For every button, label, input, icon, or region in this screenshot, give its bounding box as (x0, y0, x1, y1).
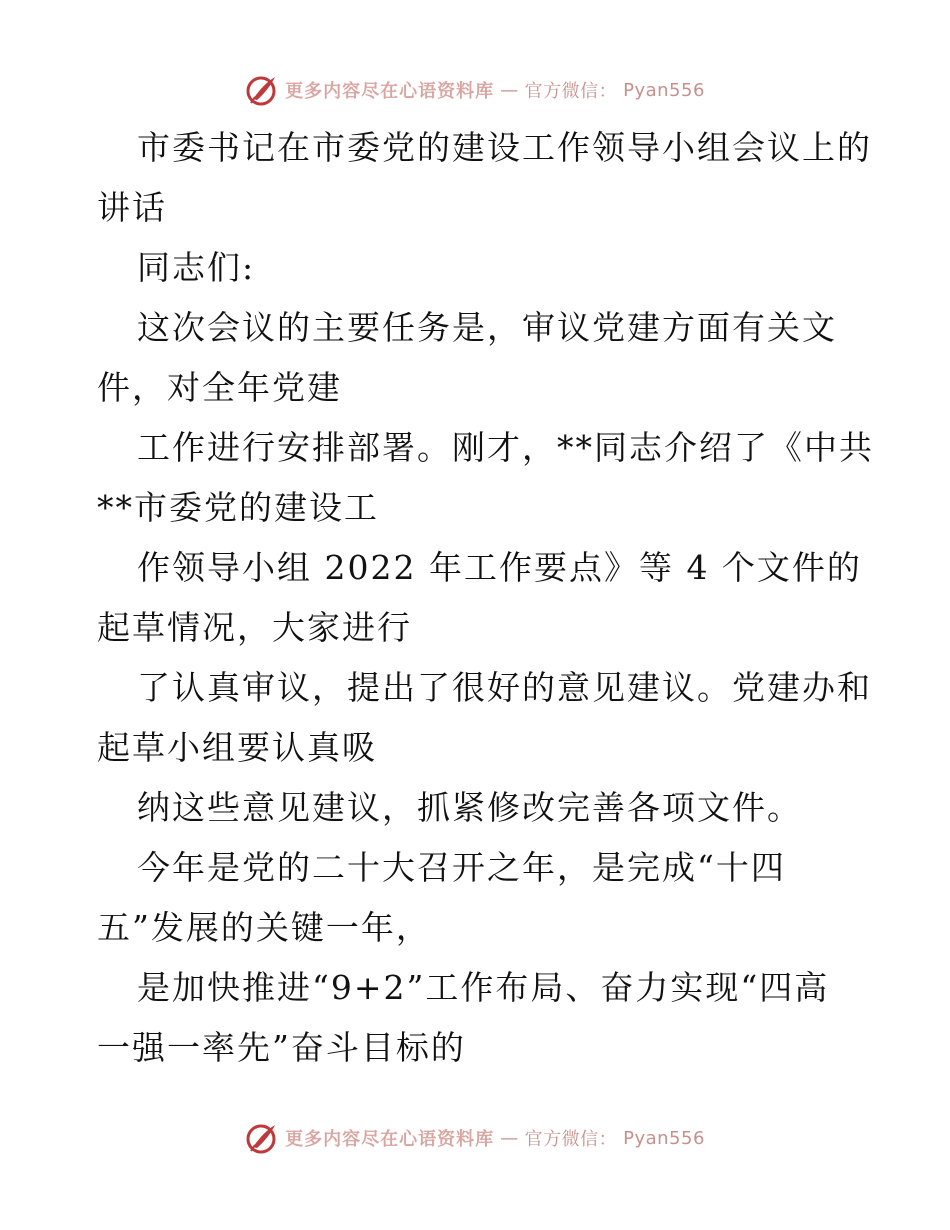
header-banner-main-text: 更多内容尽在心语资料库 (285, 81, 495, 102)
doc-line: 这次会议的主要任务是，审议党建方面有关文 (137, 308, 837, 347)
header-watermark-banner (0, 70, 950, 110)
doc-line: 起草小组要认真吸 (97, 728, 377, 767)
doc-line-salutation: 同志们: (137, 248, 256, 287)
doc-line: 起草情况，大家进行 (97, 608, 412, 647)
footer-banner-dash: — (500, 1127, 519, 1149)
doc-line-title-1: 市委书记在市委党的建设工作领导小组会议上的 (137, 128, 872, 167)
footer-banner-wechat-id: Pyan556 (623, 1127, 705, 1149)
doc-line: 五”发展的关键一年， (97, 908, 431, 947)
doc-line: 今年是党的二十大召开之年，是完成“十四 (137, 848, 786, 887)
doc-line: 了认真审议，提出了很好的意见建议。党建办和 (137, 668, 872, 707)
footer-banner-wechat-label: 官方微信： (524, 1129, 618, 1150)
footer-watermark-banner (0, 1118, 950, 1158)
header-banner-wechat-label: 官方微信： (524, 81, 618, 102)
doc-line: 一强一率先”奋斗目标的 (97, 1028, 466, 1067)
header-banner-wechat-id: Pyan556 (623, 79, 705, 101)
doc-line: 工作进行安排部署。刚才，**同志介绍了《中共 (137, 428, 874, 467)
doc-line: 件，对全年党建 (97, 368, 342, 407)
doc-line: 作领导小组 2022 年工作要点》等 4 个文件的 (137, 548, 862, 587)
header-banner-dash: — (500, 79, 519, 101)
doc-line: 是加快推进“9+2”工作布局、奋力实现“四高 (137, 968, 830, 1007)
doc-line: **市委党的建设工 (97, 488, 379, 527)
footer-banner-main-text: 更多内容尽在心语资料库 (285, 1129, 495, 1150)
quill-ink-logo-icon (245, 1121, 279, 1155)
doc-line: 纳这些意见建议，抓紧修改完善各项文件。 (137, 788, 802, 827)
quill-ink-logo-icon (245, 73, 279, 107)
document-body (97, 118, 874, 1078)
doc-line-title-2: 讲话 (97, 188, 167, 227)
